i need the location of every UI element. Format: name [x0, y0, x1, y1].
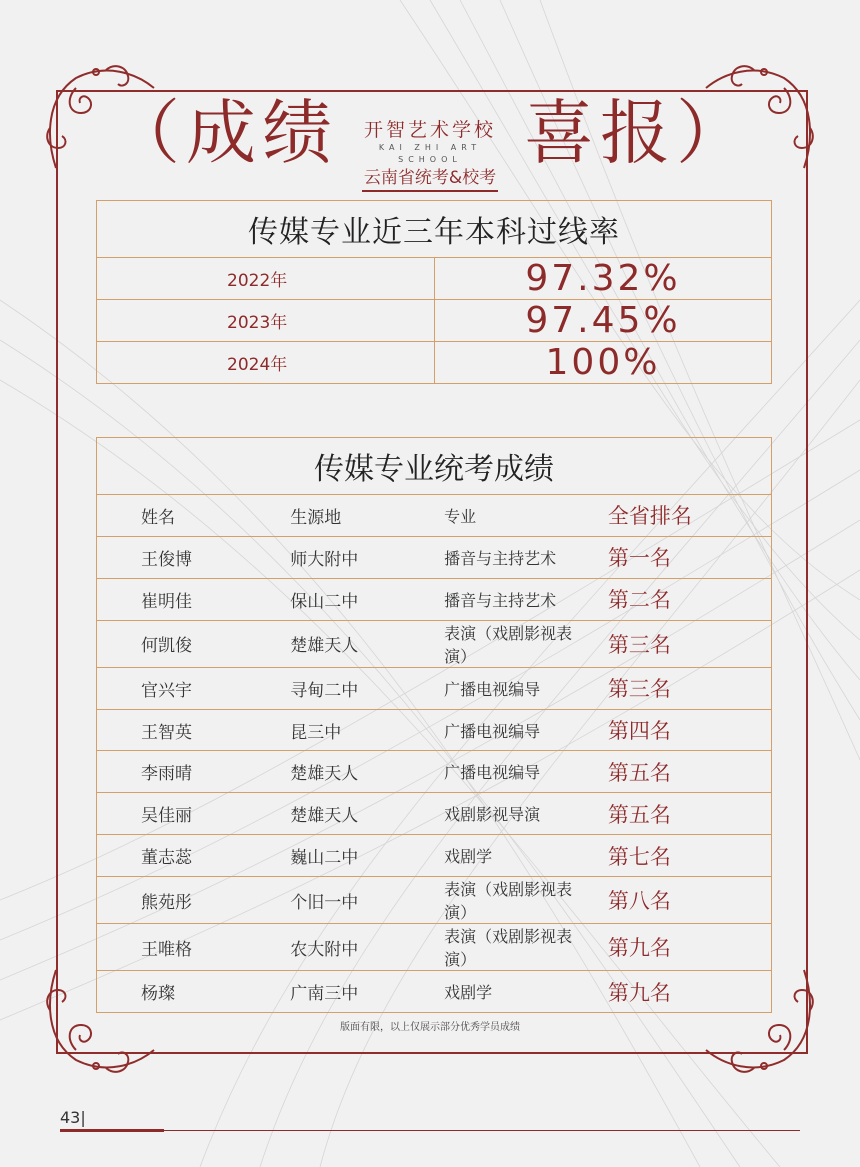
column-header-rank: 全省排名 [578, 495, 772, 537]
page-number: 43| [60, 1108, 86, 1127]
student-major: 广播电视编导 [398, 667, 578, 709]
student-name: 李雨晴 [97, 751, 243, 793]
column-header-origin: 生源地 [242, 495, 398, 537]
student-major: 戏剧学 [398, 971, 578, 1013]
year-cell: 2023年 [97, 300, 435, 342]
student-name: 吴佳丽 [97, 793, 243, 835]
student-major: 表演（戏剧影视表演） [398, 924, 578, 971]
student-rank: 第三名 [578, 667, 772, 709]
year-cell: 2024年 [97, 342, 435, 384]
student-major: 表演（戏剧影视表演） [398, 877, 578, 924]
column-header-name: 姓名 [97, 495, 243, 537]
student-name: 王唯格 [97, 924, 243, 971]
table-row [97, 342, 772, 384]
table-row [97, 667, 772, 709]
student-rank: 第八名 [578, 877, 772, 924]
table-row [97, 258, 772, 300]
table-row [97, 835, 772, 877]
rate-cell: 97.45% [435, 300, 772, 342]
student-rank: 第四名 [578, 709, 772, 751]
bottom-divider [60, 1130, 800, 1131]
column-header-major: 专业 [398, 495, 578, 537]
school-name-english: KAI ZHI ART SCHOOL [378, 143, 482, 164]
year-cell: 2022年 [97, 258, 435, 300]
student-origin: 农大附中 [242, 924, 398, 971]
exam-subtitle: 云南省统考&校考 [362, 166, 498, 192]
table-row [97, 793, 772, 835]
student-major: 广播电视编导 [398, 709, 578, 751]
score-table-title: 传媒专业统考成绩 [97, 438, 772, 495]
table-row [97, 924, 772, 971]
student-origin: 巍山二中 [242, 835, 398, 877]
page-title-left: （成绩 [110, 92, 338, 174]
student-rank: 第二名 [578, 578, 772, 620]
student-name: 王俊博 [97, 536, 243, 578]
student-major: 广播电视编导 [398, 751, 578, 793]
student-origin: 楚雄天人 [242, 793, 398, 835]
student-name: 熊苑彤 [97, 877, 243, 924]
student-origin: 楚雄天人 [242, 620, 398, 667]
table-row [97, 620, 772, 667]
student-major: 播音与主持艺术 [398, 578, 578, 620]
table-header-row [97, 495, 772, 537]
table-row [97, 971, 772, 1013]
table-row [97, 709, 772, 751]
student-rank: 第七名 [578, 835, 772, 877]
student-name: 杨璨 [97, 971, 243, 1013]
student-name: 崔明佳 [97, 578, 243, 620]
pass-rate-table [96, 200, 772, 384]
student-major: 戏剧影视导演 [398, 793, 578, 835]
student-major: 播音与主持艺术 [398, 536, 578, 578]
rate-cell: 100% [435, 342, 772, 384]
student-name: 何凯俊 [97, 620, 243, 667]
table-row [97, 300, 772, 342]
student-origin: 楚雄天人 [242, 751, 398, 793]
student-rank: 第九名 [578, 924, 772, 971]
school-name: 开智艺术学校 [363, 119, 496, 141]
table-row [97, 536, 772, 578]
page-title-right: 喜报） [524, 92, 752, 174]
bottom-divider-accent [60, 1129, 164, 1132]
table-row [97, 578, 772, 620]
student-major: 表演（戏剧影视表演） [398, 620, 578, 667]
footnote: 版面有限，以上仅展示部分优秀学员成绩 [340, 1022, 520, 1033]
student-origin: 广南三中 [242, 971, 398, 1013]
pass-rate-title: 传媒专业近三年本科过线率 [97, 201, 772, 258]
school-logo-block [350, 118, 510, 192]
rate-cell: 97.32% [435, 258, 772, 300]
student-name: 王智英 [97, 709, 243, 751]
student-origin: 寻甸二中 [242, 667, 398, 709]
student-origin: 个旧一中 [242, 877, 398, 924]
student-rank: 第五名 [578, 793, 772, 835]
student-rank: 第五名 [578, 751, 772, 793]
table-row [97, 877, 772, 924]
table-row [97, 751, 772, 793]
exam-score-table [96, 437, 772, 1013]
student-name: 董志蕊 [97, 835, 243, 877]
student-major: 戏剧学 [398, 835, 578, 877]
student-rank: 第一名 [578, 536, 772, 578]
student-origin: 昆三中 [242, 709, 398, 751]
student-rank: 第三名 [578, 620, 772, 667]
student-origin: 师大附中 [242, 536, 398, 578]
student-origin: 保山二中 [242, 578, 398, 620]
student-rank: 第九名 [578, 971, 772, 1013]
student-name: 官兴宇 [97, 667, 243, 709]
